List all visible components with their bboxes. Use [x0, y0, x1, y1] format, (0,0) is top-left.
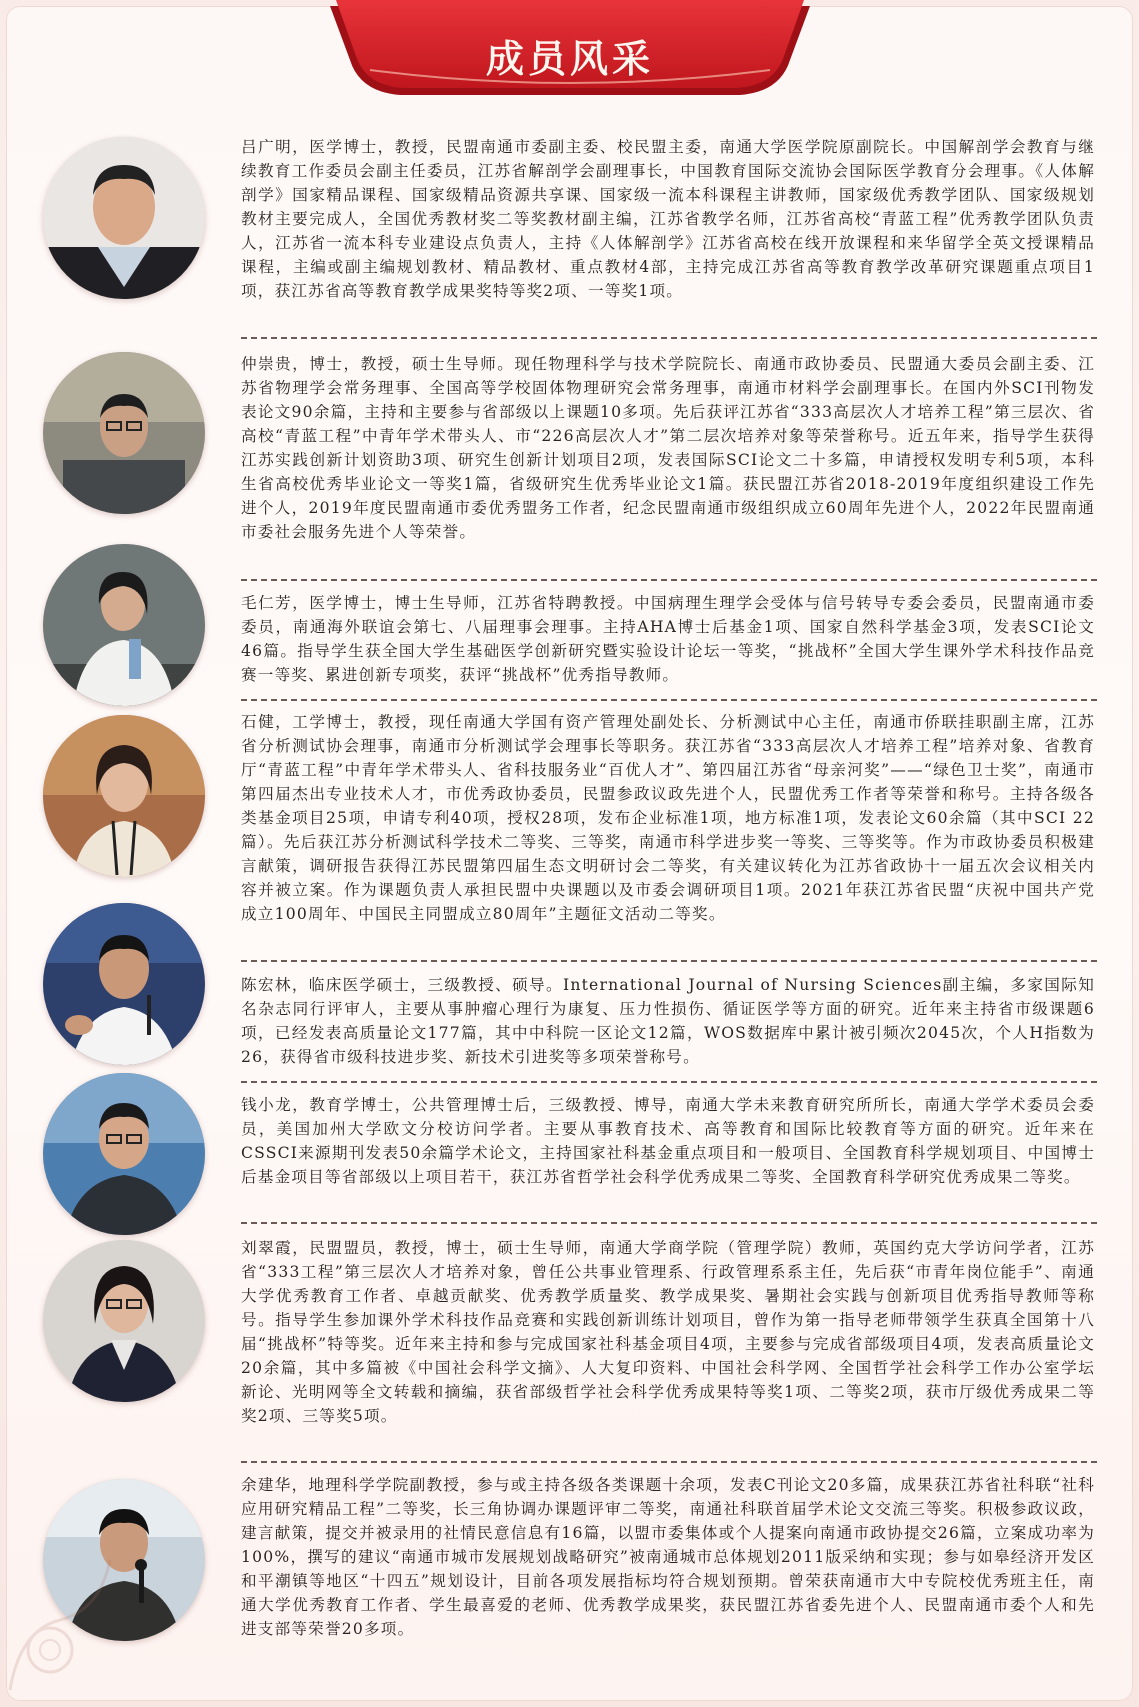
portrait-man-glasses-image: [43, 352, 205, 514]
member-photo: [43, 1073, 205, 1235]
member-bio: 石健，工学博士，教授，现任南通大学国有资产管理处副处长、分析测试中心主任，南通市侨联挂职副主席，江苏省分析测试协会理事，南通市分析测试学会理事长等职务。获江苏省“333高层次人才培养工程”培养对象、省教育厅“青蓝工程”中青年学术带头人、省科技服务业“百优人才”、第四届江苏省“母亲河奖”——“绿色卫士奖”，南通市第四届杰出专业技术人才，市优秀政协委员，民盟参政议政先进个人，民盟优秀工作者等荣誉和称号。主持各级各类基金项目25项，申请专利40项，授权28项，发布企业标准1项，地方标准1项，发表论文60余篇（其中SCI 22篇）。先后获江苏分析测试科学技术二等奖、三等奖，南通市科学进步奖一等奖、三等奖等。作为市政协委员积极建言献策，调研报告获得江苏民盟第四届生态文明研讨会二等奖，有关建议转化为江苏省政协十一届五次会议相关内容并被立案。作为课题负责人承担民盟中央课题以及市委会调研项目1项。2021年获江苏省民盟“庆祝中国共产党成立100周年、中国民主同盟成立80周年”主题征文活动二等奖。: [241, 713, 1095, 923]
portrait-man-speaking-image: [43, 903, 205, 1065]
member-bio: 陈宏林，临床医学硕士，三级教授、硕导。International Journal of Nursing Sciences副主编，多家国际知名杂志同行评审人，主要从事肿瘤心理行为康复、压力性损伤、循证医学等方面的研究。近年来主持省市级课题6项，已经发表高质量论文177篇，其中中科院一区论文12篇，WOS数据库中累计被引频次2045次，个人H指数为26，获得省市级科技进步奖、新技术引进奖等多项荣誉称号。: [241, 976, 1095, 1066]
section-divider: [241, 960, 1097, 962]
member-photo: [43, 715, 205, 877]
portrait-man-suit-image: [43, 137, 205, 299]
section-divider: [241, 1081, 1097, 1083]
decorative-pattern-icon: [0, 1540, 130, 1700]
member-photo: [43, 1240, 205, 1402]
member-bio: 吕广明，医学博士，教授，民盟南通市委副主委、校民盟主委，南通大学医学院原副院长。中国解剖学会教育与继续教育工作委员会副主任委员，江苏省解剖学会副理事长，中国教育国际交流协会国际医学教育分会理事。《人体解剖学》国家精品课程、国家级精品资源共享课、国家级一流本科课程主讲教师，国家级优秀教学团队、国家级规划教材主要完成人，全国优秀教材奖二等奖教材副主编，江苏省教学名师，江苏省高校“青蓝工程”优秀教学团队负责人，江苏省一流本科专业建设点负责人，主持《人体解剖学》江苏省高校在线开放课程和来华留学全英文授课精品课程，主编或副主编规划教材、精品教材、重点教材4部，主持完成江苏省高等教育教学改革研究课题重点项目1项，获江苏省高等教育教学成果奖特等奖2项、一等奖1项。: [241, 138, 1095, 300]
member-bio: 余建华，地理科学学院副教授，参与或主持各级各类课题十余项，发表C刊论文20多篇，成果获江苏省社科联“社科应用研究精品工程”二等奖，长三角协调办课题评审二等奖，南通社科联首届学术论文交流三等奖。积极参政议政，建言献策，提交并被录用的社情民意信息有16篇，以盟市委集体或个人提案向南通市政协提交26篇，立案成功率为100%，撰写的建议“南通市城市发展规划战略研究”被南通城市总体规划2011版采纳和实现；参与如皋经济开发区和平潮镇等地区“十四五”规划设计，目前各项发展指标均符合规划预期。曾荣获南通市大中专院校优秀班主任，南通大学优秀教育工作者、学生最喜爱的老师、优秀教学成果奖，获民盟江苏省委先进个人、民盟南通市委个人和先进支部等荣誉20多项。: [241, 1476, 1095, 1638]
member-bio: 毛仁芳，医学博士，博士生导师，江苏省特聘教授。中国病理生理学会受体与信号转导专委会委员，民盟南通市委委员，南通海外联谊会第七、八届理事会理事。主持AHA博士后基金1项、国家自然科学基金3项，发表SCI论文46篇。指导学生获全国大学生基础医学创新研究暨实验设计论坛一等奖，“挑战杯”全国大学生课外学术科技作品竞赛一等奖、累进创新专项奖，获评“挑战杯”优秀指导教师。: [241, 594, 1095, 684]
member-photo: [43, 352, 205, 514]
page-title: 成员风采: [485, 37, 654, 81]
member-photo: [43, 903, 205, 1065]
member-photo: [43, 137, 205, 299]
portrait-woman-lab-image: [43, 544, 205, 706]
portrait-woman-glasses-image: [43, 1240, 205, 1402]
member-bio: 钱小龙，教育学博士，公共管理博士后，三级教授、博导，南通大学未来教育研究所所长，南通大学学术委员会委员，美国加州大学欧文分校访问学者。主要从事教育技术、高等教育和国际比较教育等方面的研究。近年来在CSSCI来源期刊发表50余篇学术论文，主持国家社科基金重点项目和一般项目、全国教育科学规划项目、中国博士后基金项目等省部级以上项目若干，获江苏省哲学社会科学优秀成果二等奖、全国教育科学研究优秀成果二等奖。: [241, 1096, 1095, 1186]
portrait-man-glasses-jacket-image: [43, 1073, 205, 1235]
member-photo: [43, 544, 205, 706]
section-divider: [241, 579, 1097, 581]
member-bio: 刘翠霞，民盟盟员，教授，博士，硕士生导师，南通大学商学院（管理学院）教师，英国约克大学访问学者，江苏省“333工程”第三层次人才培养对象，曾任公共事业管理系、行政管理系系主任，先后获“市青年岗位能手”、南通大学优秀教育工作者、卓越贡献奖、优秀教学质量奖、教学成果奖、暑期社会实践与创新项目优秀指导教师等称号。指导学生参加课外学术科技作品竞赛和实践创新训练计划项目，曾作为第一指导老师带领学生获真全国第十八届“挑战杯”特等奖。近年来主持和参与完成国家社科基金项目4项，主要参与完成省部级项目4项，发表高质量论文20余篇，其中多篇被《中国社会科学文摘》、人大复印资料、中国社会科学网、全国哲学社会科学工作办公室学坛新论、光明网等全文转载和摘编，获省部级哲学社会科学优秀成果特等奖1项、二等奖2项，获市厅级优秀成果二等奖2项、三等奖5项。: [241, 1239, 1095, 1425]
portrait-woman-lanyard-image: [43, 715, 205, 877]
section-divider: [241, 1461, 1097, 1463]
section-divider: [241, 1222, 1097, 1224]
member-bio: 仲崇贵，博士，教授，硕士生导师。现任物理科学与技术学院院长、南通市政协委员、民盟通大委员会副主委、江苏省物理学会常务理事、全国高等学校固体物理研究会常务理事，南通市材料学会副理事长。在国内外SCI刊物发表论文90余篇，主持和主要参与省部级以上课题10多项。先后获评江苏省“333高层次人才培养工程”第三层次、省高校“青蓝工程”中青年学术带头人、市“226高层次人才”第二层次培养对象等荣誉称号。近五年来，指导学生获得江苏实践创新计划资助3项、研究生创新计划项目2项，发表国际SCI论文二十多篇，申请授权发明专利5项，本科生省高校优秀毕业论文一等奖1篇，省级研究生优秀毕业论文1篇。获民盟江苏省2018-2019年度组织建设工作先进个人，2019年度民盟南通市委优秀盟务工作者，纪念民盟南通市级组织成立60周年先进个人，2022年民盟南通市委社会服务先进个人等荣誉。: [241, 355, 1095, 541]
section-divider: [241, 337, 1097, 339]
section-divider: [241, 699, 1097, 701]
